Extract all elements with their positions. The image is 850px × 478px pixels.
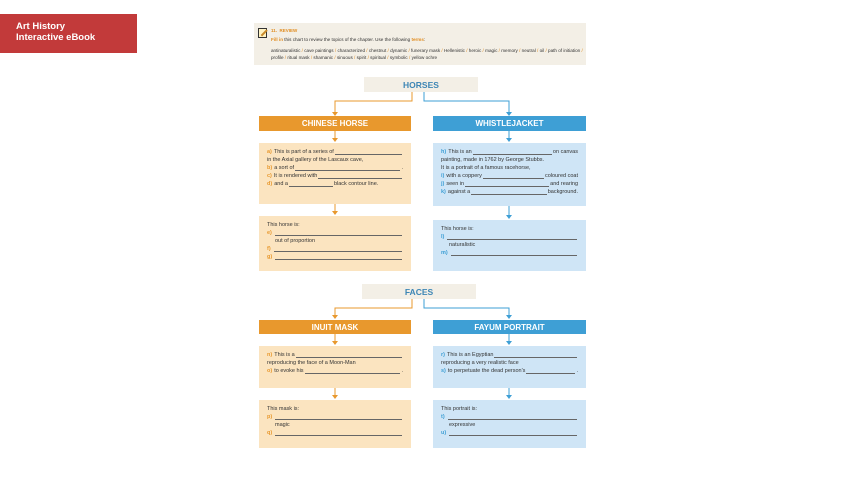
chinese-horse-fill-box [259, 143, 411, 204]
item-t-text: expressive [449, 422, 476, 428]
item-t-letter: t) [441, 414, 445, 420]
blank-j[interactable] [465, 181, 549, 187]
item-o-letter: o) [267, 368, 273, 374]
blank-s[interactable] [526, 368, 575, 374]
blank-g[interactable] [275, 254, 402, 260]
item-s-letter: s) [441, 368, 446, 374]
inuit-mask-fill-box [259, 346, 411, 388]
item-j-text: seen in [446, 181, 465, 187]
item-j-letter: j) [441, 181, 445, 187]
term-item: yellow ochre [411, 54, 438, 60]
fayum-portrait-traits-box [433, 400, 586, 448]
term-separator: / [464, 48, 469, 53]
term-item: shamanic [313, 54, 334, 60]
term-item: sinuous [336, 54, 353, 60]
chinese-horse-traits-box [259, 216, 411, 271]
blank-t[interactable] [448, 414, 577, 420]
blank-u[interactable] [449, 430, 577, 436]
term-item: chestnut [368, 48, 387, 53]
item-f-letter: f) [267, 246, 271, 252]
whistlejacket-header: WHISTLEJACKET [433, 116, 586, 131]
section-faces-title: FACES [362, 284, 476, 299]
term-separator: / [407, 48, 412, 53]
term-separator: / [407, 54, 412, 60]
item-b-text: a sort of [274, 165, 295, 171]
item-h-cont2: It is a portrait of a famous racehorse, [441, 165, 531, 171]
term-item: characterized [337, 48, 366, 53]
traits-intro: This horse is: [441, 226, 474, 232]
fayum-portrait-header: FAYUM PORTRAIT [433, 320, 586, 334]
term-item: spirit [356, 54, 367, 60]
whistlejacket-fill-box [433, 143, 586, 206]
item-m-letter: m) [441, 250, 448, 256]
item-s-text: to perpetuate the dead person's [447, 368, 526, 374]
term-separator: / [365, 48, 369, 53]
item-n-text: This is a [274, 352, 295, 358]
brand-line-1: Art History [16, 21, 66, 32]
item-i-end: coloured coat [544, 173, 578, 179]
item-k-end: background. [547, 189, 578, 195]
term-item: spiritual [370, 54, 387, 60]
term-separator: / [283, 54, 288, 60]
term-separator: / [517, 48, 522, 53]
blank-q[interactable] [275, 430, 402, 436]
term-separator: / [544, 48, 549, 53]
item-i-text: with a coppery [446, 173, 482, 179]
inuit-mask-traits-box [259, 400, 411, 448]
blank-e[interactable] [275, 230, 402, 236]
term-separator: / [309, 54, 314, 60]
item-i-letter: i) [441, 173, 445, 179]
term-separator: / [366, 54, 371, 60]
whistlejacket-traits-box [433, 220, 586, 271]
term-separator: / [481, 48, 486, 53]
term-item: cave paintings [304, 48, 334, 53]
traits-intro: This horse is: [267, 222, 300, 228]
blank-p[interactable] [275, 414, 402, 420]
item-p-letter: p) [267, 414, 273, 420]
instruction-bold: Fill in [271, 37, 283, 42]
term-separator: / [386, 48, 391, 53]
blank-k[interactable] [471, 189, 547, 195]
term-separator: / [300, 48, 305, 53]
term-item: memory [501, 48, 518, 53]
term-item: path of initiation [548, 48, 581, 53]
item-r-letter: r) [441, 352, 445, 358]
blank-a[interactable] [335, 149, 402, 155]
item-s-end: . [576, 368, 578, 374]
item-e-letter: e) [267, 230, 272, 236]
blank-n[interactable] [296, 352, 402, 358]
review-number: 11. [271, 28, 278, 33]
item-l-letter: l) [441, 234, 445, 240]
item-a-letter: a) [267, 149, 272, 155]
blank-h[interactable] [473, 149, 552, 155]
item-k-text: against a [447, 189, 471, 195]
item-q-letter: q) [267, 430, 273, 436]
term-item: symbolic [389, 54, 408, 60]
brand-line-2: Interactive eBook [16, 32, 96, 43]
item-d-end: black contour line. [333, 181, 379, 187]
term-separator: / [333, 54, 337, 60]
item-o-end: . [401, 368, 403, 374]
review-label: REVIEW [279, 28, 298, 33]
term-separator: / [580, 48, 583, 53]
item-e-text: out of proportion [275, 238, 316, 244]
traits-intro: This portrait is: [441, 406, 478, 412]
item-a-cont: in the Axial gallery of the Lascaux cave, [267, 157, 364, 163]
item-d-text: and a [274, 181, 288, 187]
item-g-letter: g) [267, 254, 273, 260]
item-n-cont: reproducing the face of a Moon-Man [267, 360, 356, 366]
item-k-letter: k) [441, 189, 446, 195]
item-j-end: and rearing [550, 181, 578, 187]
term-item: funerary mask [411, 48, 441, 53]
term-separator: / [352, 54, 357, 60]
term-item: magic [485, 48, 498, 53]
item-h-end: on canvas [552, 149, 578, 155]
item-h-cont1: painting, made in 1762 by George Stubbs. [441, 157, 545, 163]
blank-b[interactable] [295, 165, 400, 171]
blank-m[interactable] [451, 250, 577, 256]
term-separator: / [497, 48, 502, 53]
term-separator: / [535, 48, 540, 53]
item-b-end: . [401, 165, 403, 171]
item-a-text: This is part of a series of [273, 149, 334, 155]
item-c-letter: c) [267, 173, 272, 179]
term-item: dynamic [390, 48, 408, 53]
terms-word: terms [411, 37, 424, 42]
term-item: neutral [521, 48, 536, 53]
term-item: antinaturalistic [271, 48, 301, 53]
item-p-text: magic [275, 422, 290, 428]
term-item: oil [539, 48, 545, 53]
instruction-rest: this chart to review the topics of the chapter. Use the following [283, 37, 412, 42]
term-separator: / [333, 48, 338, 53]
item-h-letter: h) [441, 149, 447, 155]
item-d-letter: d) [267, 181, 273, 187]
terms-colon: : [423, 37, 426, 42]
term-item: heroic [468, 48, 482, 53]
item-u-letter: u) [441, 430, 447, 436]
blank-c[interactable] [318, 173, 402, 179]
item-n-letter: n) [267, 352, 273, 358]
item-l-text: naturalistic [449, 242, 476, 248]
blank-r[interactable] [494, 352, 577, 358]
item-o-text: to evoke his [274, 368, 304, 374]
term-item: Hellenistic [443, 48, 465, 53]
blank-l[interactable] [447, 234, 577, 240]
item-b-letter: b) [267, 165, 273, 171]
blank-f[interactable] [274, 246, 402, 252]
term-item: ritual mask [287, 54, 310, 60]
inuit-mask-header: INUIT MASK [259, 320, 411, 334]
item-h-text: This is an [448, 149, 472, 155]
chinese-horse-header: CHINESE HORSE [259, 116, 411, 131]
blank-d[interactable] [289, 181, 333, 187]
term-item: profile [271, 54, 284, 60]
section-horses-title: HORSES [364, 77, 478, 92]
item-r-cont: reproducing a very realistic face [441, 360, 519, 366]
term-separator: / [440, 48, 444, 53]
blank-i[interactable] [483, 173, 544, 179]
traits-intro: This mask is: [267, 406, 300, 412]
fayum-portrait-fill-box [433, 346, 586, 388]
item-c-text: It is rendered with [273, 173, 318, 179]
item-r-text: This is an Egyptian [446, 352, 494, 358]
term-separator: / [386, 54, 390, 60]
blank-o[interactable] [305, 368, 401, 374]
